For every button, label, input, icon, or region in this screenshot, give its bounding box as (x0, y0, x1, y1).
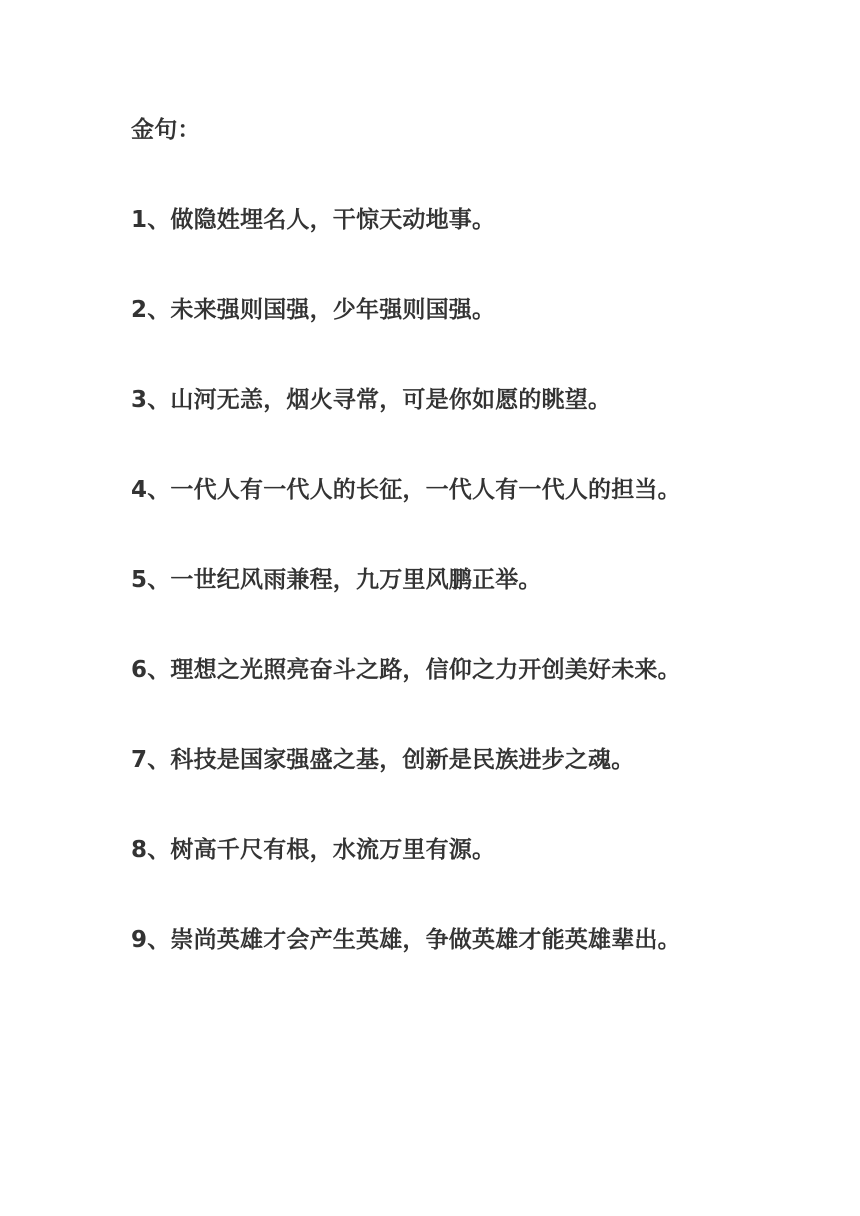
quote-item-9: 9、崇尚英雄才会产生英雄，争做英雄才能英雄辈出。 (131, 927, 681, 953)
page-heading: 金句： (131, 117, 201, 143)
quote-item-8: 8、树高千尺有根，水流万里有源。 (131, 837, 496, 863)
quote-item-4: 4、一代人有一代人的长征，一代人有一代人的担当。 (131, 477, 681, 503)
document-body (131, 108, 831, 1008)
quote-item-5: 5、一世纪风雨兼程，九万里风鹏正举。 (131, 567, 542, 593)
quote-item-6: 6、理想之光照亮奋斗之路，信仰之力开创美好未来。 (131, 657, 681, 683)
quote-item-2: 2、未来强则国强，少年强则国强。 (131, 297, 496, 323)
quote-item-1: 1、做隐姓埋名人，干惊天动地事。 (131, 207, 496, 233)
quote-item-7: 7、科技是国家强盛之基，创新是民族进步之魂。 (131, 747, 635, 773)
quote-item-3: 3、山河无恙，烟火寻常，可是你如愿的眺望。 (131, 387, 612, 413)
